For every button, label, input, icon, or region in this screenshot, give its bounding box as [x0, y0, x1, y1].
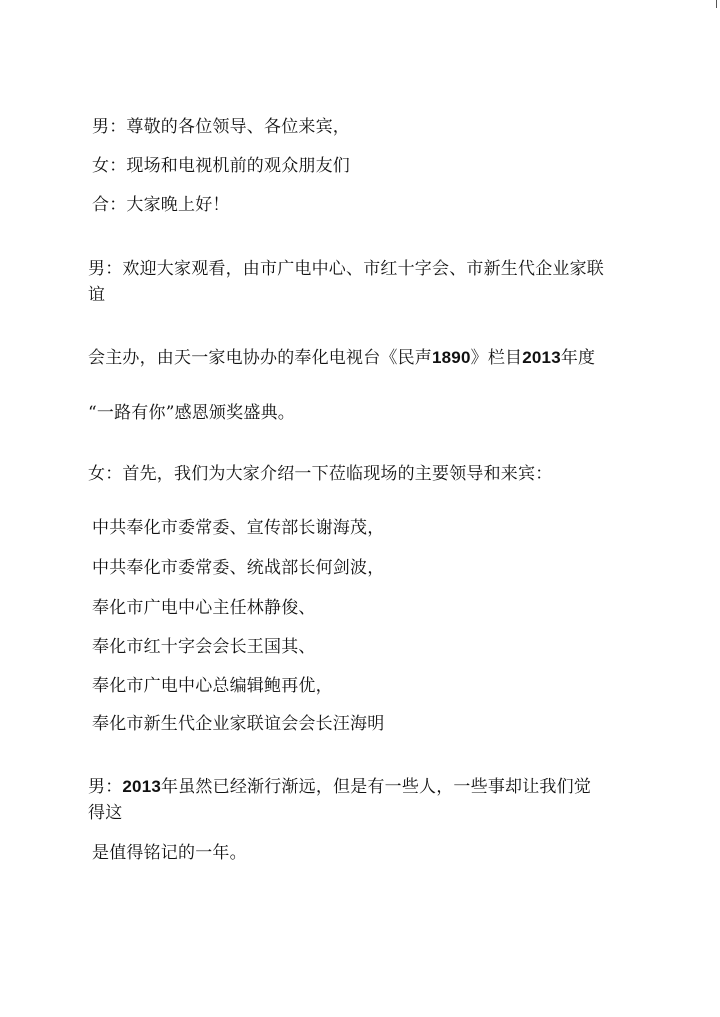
text-line-11: 奉化市广电中心主任林静俊、: [92, 598, 316, 618]
text-line-9: 中共奉化市委常委、宣传部长谢海茂，: [92, 518, 385, 538]
text-line-14: 奉化市新生代企业家联谊会会长汪海明: [92, 714, 385, 734]
text-line-1: 男：尊敬的各位领导、各位来宾，: [92, 117, 350, 137]
text-line-15: 男：2013年虽然已经渐行渐远，但是有一些人，一些事却让我们觉: [88, 777, 592, 797]
text-line-7: “一路有你”感恩颁奖盛典。: [88, 403, 295, 423]
text-line-4: 男：欢迎大家观看，由市广电中心、市红十字会、市新生代企业家联: [88, 259, 604, 279]
text-line-6: 会主办，由天一家电协办的奉化电视台《民声1890》栏目2013年度: [88, 348, 596, 368]
text-line-8: 女：首先，我们为大家介绍一下莅临现场的主要领导和来宾：: [88, 464, 553, 484]
text-line-2: 女：现场和电视机前的观众朋友们: [92, 156, 350, 176]
text-line-10: 中共奉化市委常委、统战部长何剑波，: [92, 558, 385, 578]
text-line-3: 合：大家晚上好！: [92, 195, 230, 215]
text-line-12: 奉化市红十字会会长王国其、: [92, 637, 316, 657]
text-line-5: 谊: [88, 285, 106, 305]
page-edge-mark: [716, 0, 717, 8]
text-line-17: 是值得铭记的一年。: [92, 843, 247, 863]
text-line-16: 得这: [88, 803, 123, 823]
text-line-13: 奉化市广电中心总编辑鲍再优，: [92, 676, 333, 696]
